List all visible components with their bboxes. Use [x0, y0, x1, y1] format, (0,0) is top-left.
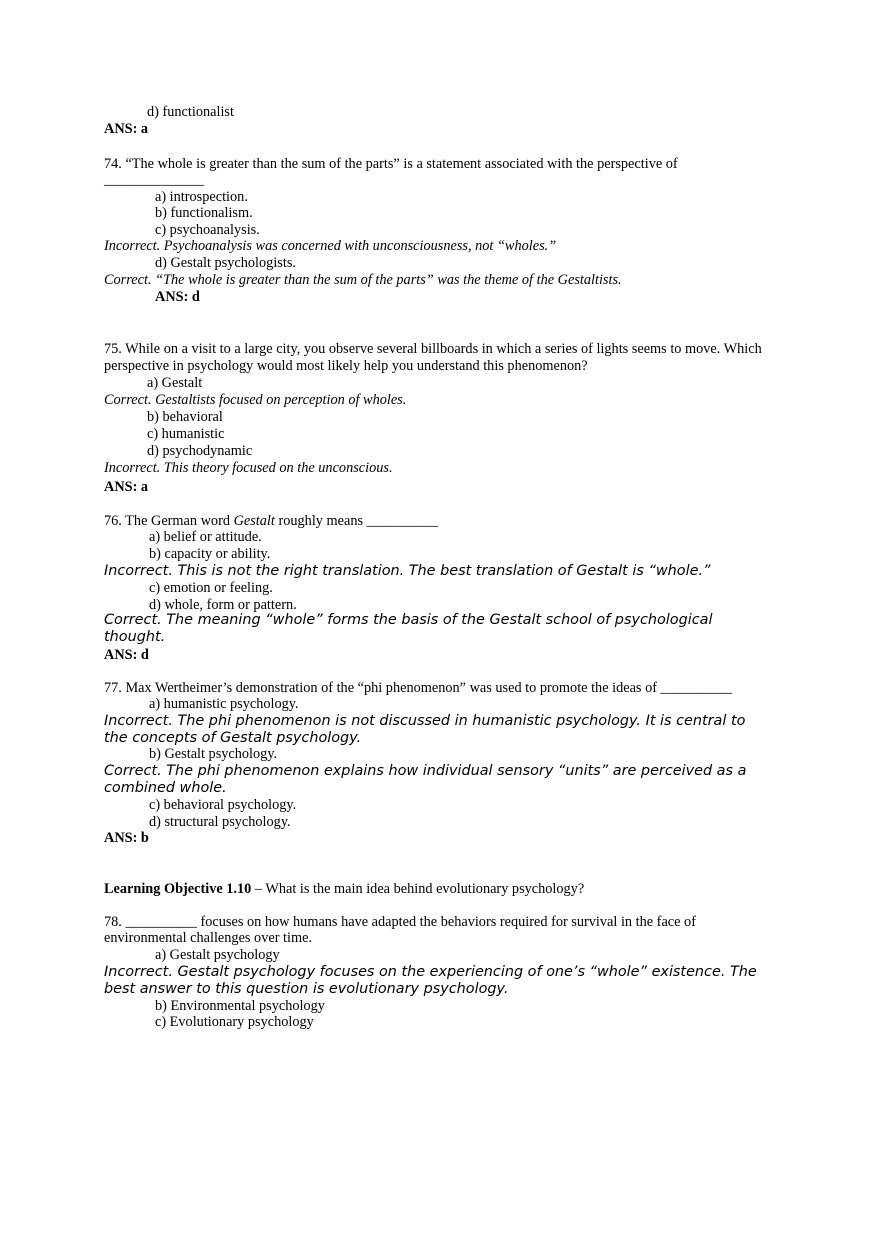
q76-option-c: c) emotion or feeling.	[149, 580, 273, 596]
q76-stem	[104, 513, 438, 530]
q78-option-c: c) Evolutionary psychology	[155, 1014, 314, 1030]
q74-feedback-c: Incorrect. Psychoanalysis was concerned with unconsciousness, not “wholes.”	[104, 238, 557, 254]
q75-option-b: b) behavioral	[147, 409, 223, 425]
q73-option-d: d) functionalist	[147, 104, 234, 120]
q74-option-a: a) introspection.	[155, 189, 248, 205]
learning-objective	[104, 881, 584, 898]
q77-option-a: a) humanistic psychology.	[149, 696, 299, 712]
q78-stem-line2: environmental challenges over time.	[104, 930, 313, 946]
q76-feedback-d-line2: thought.	[104, 629, 166, 645]
q74-stem: 74. “The whole is greater than the sum of the parts” is a statement associated with the perspective of	[104, 156, 678, 172]
q76-option-a: a) belief or attitude.	[149, 529, 262, 545]
q75-feedback-d: Incorrect. This theory focused on the unconscious.	[104, 460, 393, 476]
q74-feedback-d-rest: The whole is greater than the sum of the parts” was the theme of the Gestaltists.	[163, 272, 622, 288]
q78-stem-line1: 78. __________ focuses on how humans have adapted the behaviors required for survival in the face of	[104, 914, 696, 930]
q74-option-c: c) psychoanalysis.	[155, 222, 260, 238]
q75-option-c: c) humanistic	[147, 426, 225, 442]
q77-feedback-b-line1: Correct. The phi phenomenon explains how individual sensory “units” are perceived as a	[104, 763, 747, 779]
q78-option-b: b) Environmental psychology	[155, 998, 325, 1014]
q78-feedback-a-line2: best answer to this question is evolutionary psychology.	[104, 981, 509, 997]
q76-answer: ANS: d	[104, 647, 149, 663]
q76-stem-suffix: roughly means __________	[274, 513, 439, 529]
q77-stem: 77. Max Wertheimer’s demonstration of the “phi phenomenon” was used to promote the ideas of __________	[104, 680, 733, 696]
q75-stem-line2: perspective in psychology would most likely help you understand this phenomenon?	[104, 358, 588, 374]
q74-option-b: b) functionalism.	[155, 205, 253, 221]
q76-option-d: d) whole, form or pattern.	[149, 597, 297, 613]
q76-feedback-d-line1: Correct. The meaning “whole” forms the basis of the Gestalt school of psychological	[104, 612, 713, 628]
q74-option-d: d) Gestalt psychologists.	[155, 255, 296, 271]
q77-feedback-b-line2: combined whole.	[104, 780, 227, 796]
q75-answer: ANS: a	[104, 479, 149, 495]
q75-option-a: a) Gestalt	[147, 375, 203, 391]
q77-feedback-a-line2: the concepts of Gestalt psychology.	[104, 730, 362, 746]
q77-option-c: c) behavioral psychology.	[149, 797, 297, 813]
q74-answer: ANS: d	[155, 289, 200, 305]
q77-feedback-a-line1: Incorrect. The phi phenomenon is not discussed in humanistic psychology. It is central to	[104, 713, 746, 729]
q76-stem-term: Gestalt	[233, 513, 275, 529]
q76-feedback-b: Incorrect. This is not the right translation. The best translation of Gestalt is “whole.”	[104, 563, 711, 579]
q74-feedback-d-prefix: Correct. “	[104, 272, 164, 288]
q76-option-b: b) capacity or ability.	[149, 546, 271, 562]
q75-option-d: d) psychodynamic	[147, 443, 253, 459]
q74-blank: ______________	[104, 172, 205, 188]
q77-option-b: b) Gestalt psychology.	[149, 746, 278, 762]
q76-stem-prefix: 76. The German word	[104, 513, 234, 529]
learning-objective-label: Learning Objective 1.10	[104, 881, 252, 897]
q75-stem-line1: 75. While on a visit to a large city, you observe several billboards in which a series of lights seems to move. Which	[104, 341, 762, 357]
q74-feedback-d	[104, 272, 622, 289]
q75-feedback-a: Correct. Gestaltists focused on perception of wholes.	[104, 392, 407, 408]
q73-answer: ANS: a	[104, 121, 149, 137]
q78-option-a: a) Gestalt psychology	[155, 947, 280, 963]
q77-answer: ANS: b	[104, 830, 149, 846]
learning-objective-text: – What is the main idea behind evolutionary psychology?	[251, 881, 585, 897]
q77-option-d: d) structural psychology.	[149, 814, 291, 830]
q78-feedback-a-line1: Incorrect. Gestalt psychology focuses on the experiencing of one’s “whole” existence. The	[104, 964, 757, 980]
